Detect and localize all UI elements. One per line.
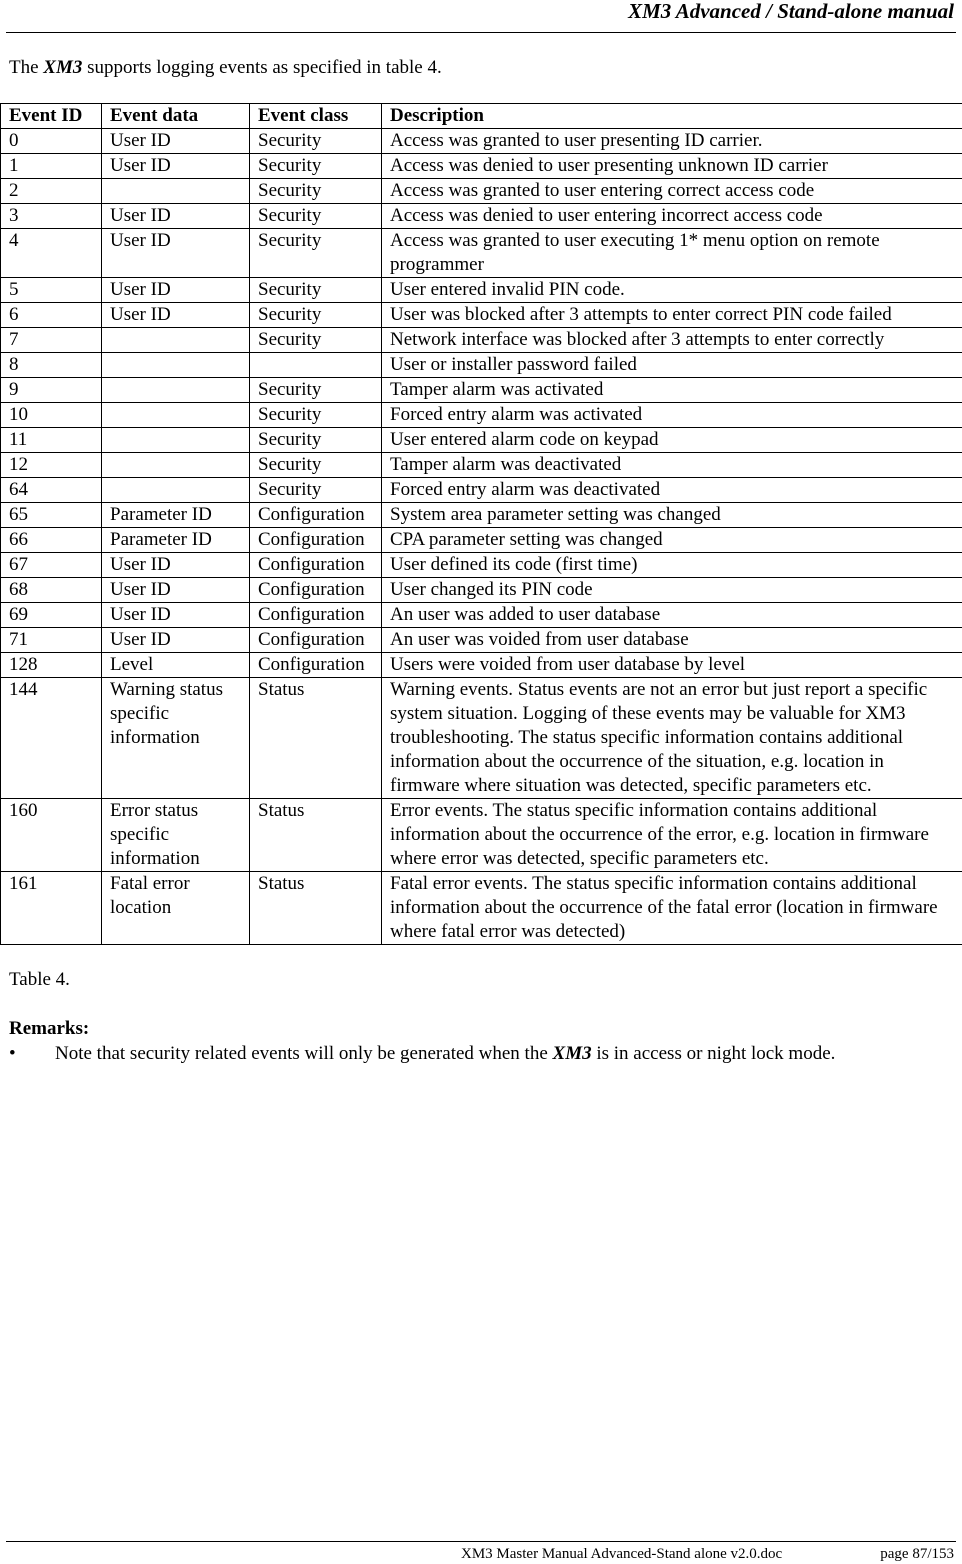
table-row xyxy=(1,872,962,945)
table-row xyxy=(1,278,962,303)
event-class-cell: Security xyxy=(250,179,382,204)
event-id-cell: 66 xyxy=(1,528,102,553)
description-cell: An user was added to user database xyxy=(382,603,962,628)
description-cell: User was blocked after 3 attempts to enter correct PIN code failed xyxy=(382,303,962,328)
event-data-cell: User ID xyxy=(102,628,250,653)
event-class-cell: Security xyxy=(250,278,382,303)
event-class-cell: Configuration xyxy=(250,653,382,678)
event-id-cell: 0 xyxy=(1,129,102,154)
event-class-cell: Security xyxy=(250,428,382,453)
event-class-cell: Configuration xyxy=(250,553,382,578)
bullet-icon: • xyxy=(9,1042,55,1066)
description-cell: Tamper alarm was activated xyxy=(382,378,962,403)
table-row xyxy=(1,378,962,403)
remark-prefix: Note that security related events will only be generated when the xyxy=(55,1043,553,1064)
description-cell: System area parameter setting was changed xyxy=(382,503,962,528)
event-class-cell: Security xyxy=(250,204,382,229)
event-class-cell: Status xyxy=(250,872,382,945)
description-cell: Forced entry alarm was activated xyxy=(382,403,962,428)
intro-suffix: supports logging events as specified in table 4. xyxy=(82,57,441,78)
event-id-cell: 65 xyxy=(1,503,102,528)
event-data-cell: Error status specific information xyxy=(102,799,250,872)
event-id-cell: 67 xyxy=(1,553,102,578)
description-cell: Access was granted to user presenting ID carrier. xyxy=(382,129,962,154)
column-header-event-data: Event data xyxy=(102,104,250,129)
event-class-cell: Security xyxy=(250,478,382,503)
description-cell: An user was voided from user database xyxy=(382,628,962,653)
event-class-cell xyxy=(250,353,382,378)
event-id-cell: 11 xyxy=(1,428,102,453)
event-class-cell: Security xyxy=(250,403,382,428)
intro-paragraph xyxy=(9,56,442,80)
table-row xyxy=(1,129,962,154)
event-data-cell: Fatal error location xyxy=(102,872,250,945)
table-row xyxy=(1,328,962,353)
table-caption: Table 4. xyxy=(9,968,70,992)
event-data-cell xyxy=(102,428,250,453)
event-data-cell: User ID xyxy=(102,154,250,179)
table-header-row xyxy=(1,104,962,129)
event-id-cell: 5 xyxy=(1,278,102,303)
document-title: XM3 Advanced / Stand-alone manual xyxy=(628,0,954,24)
event-id-cell: 144 xyxy=(1,678,102,799)
event-id-cell: 3 xyxy=(1,204,102,229)
event-id-cell: 160 xyxy=(1,799,102,872)
event-data-cell: User ID xyxy=(102,553,250,578)
description-cell: Tamper alarm was deactivated xyxy=(382,453,962,478)
table-row xyxy=(1,678,962,799)
event-class-cell: Configuration xyxy=(250,603,382,628)
intro-prefix: The xyxy=(9,57,43,78)
description-cell: Network interface was blocked after 3 attempts to enter correctly xyxy=(382,328,962,353)
event-id-cell: 1 xyxy=(1,154,102,179)
description-cell: Forced entry alarm was deactivated xyxy=(382,478,962,503)
table-row xyxy=(1,553,962,578)
event-id-cell: 161 xyxy=(1,872,102,945)
table-row xyxy=(1,478,962,503)
event-id-cell: 128 xyxy=(1,653,102,678)
event-class-cell: Security xyxy=(250,303,382,328)
remark-product: XM3 xyxy=(553,1043,592,1064)
event-data-cell xyxy=(102,403,250,428)
event-data-cell xyxy=(102,378,250,403)
event-id-cell: 6 xyxy=(1,303,102,328)
event-id-cell: 7 xyxy=(1,328,102,353)
table-row xyxy=(1,229,962,278)
event-class-cell: Configuration xyxy=(250,528,382,553)
event-class-cell: Status xyxy=(250,678,382,799)
event-class-cell: Security xyxy=(250,154,382,179)
event-data-cell: User ID xyxy=(102,278,250,303)
event-data-cell: User ID xyxy=(102,129,250,154)
event-class-cell: Status xyxy=(250,799,382,872)
event-id-cell: 71 xyxy=(1,628,102,653)
table-row xyxy=(1,453,962,478)
footer-document-name: XM3 Master Manual Advanced-Stand alone v2.0.doc xyxy=(461,1546,782,1563)
event-data-cell: Warning status specific information xyxy=(102,678,250,799)
event-data-cell xyxy=(102,179,250,204)
table-row xyxy=(1,799,962,872)
description-cell: User defined its code (first time) xyxy=(382,553,962,578)
footer-page-number: page 87/153 xyxy=(880,1546,954,1563)
description-cell: Warning events. Status events are not an error but just report a specific system situation. Logging of these events may be valuable for XM3 troubleshooting. The status specific information contains additional information about the occurrence of the situation, e.g. location in firmware where situation was detected, specific parameters etc. xyxy=(382,678,962,799)
table-row xyxy=(1,204,962,229)
event-class-cell: Security xyxy=(250,453,382,478)
remarks-heading: Remarks: xyxy=(9,1017,89,1041)
remark-suffix: is in access or night lock mode. xyxy=(592,1043,836,1064)
event-data-cell: User ID xyxy=(102,603,250,628)
event-data-cell xyxy=(102,453,250,478)
event-data-cell: User ID xyxy=(102,204,250,229)
table-row xyxy=(1,428,962,453)
description-cell: Access was denied to user entering incorrect access code xyxy=(382,204,962,229)
event-id-cell: 8 xyxy=(1,353,102,378)
description-cell: Access was granted to user entering correct access code xyxy=(382,179,962,204)
description-cell: User or installer password failed xyxy=(382,353,962,378)
event-data-cell: Parameter ID xyxy=(102,503,250,528)
event-id-cell: 10 xyxy=(1,403,102,428)
event-class-cell: Security xyxy=(250,129,382,154)
table-row xyxy=(1,303,962,328)
table-row xyxy=(1,603,962,628)
event-data-cell xyxy=(102,353,250,378)
event-class-cell: Security xyxy=(250,229,382,278)
description-cell: Access was denied to user presenting unknown ID carrier xyxy=(382,154,962,179)
description-cell: Fatal error events. The status specific information contains additional information about the occurrence of the fatal error (location in firmware where fatal error was detected) xyxy=(382,872,962,945)
description-cell: CPA parameter setting was changed xyxy=(382,528,962,553)
description-cell: User changed its PIN code xyxy=(382,578,962,603)
event-id-cell: 9 xyxy=(1,378,102,403)
event-class-cell: Security xyxy=(250,378,382,403)
column-header-description: Description xyxy=(382,104,962,129)
description-cell: Error events. The status specific information contains additional information about the occurrence of the error, e.g. location in firmware where error was detected, specific parameters etc. xyxy=(382,799,962,872)
event-id-cell: 68 xyxy=(1,578,102,603)
events-table-body xyxy=(1,129,962,945)
event-data-cell: Parameter ID xyxy=(102,528,250,553)
table-row xyxy=(1,403,962,428)
events-table xyxy=(0,103,962,945)
event-data-cell: Level xyxy=(102,653,250,678)
column-header-event-class: Event class xyxy=(250,104,382,129)
table-row xyxy=(1,653,962,678)
event-id-cell: 69 xyxy=(1,603,102,628)
table-row xyxy=(1,154,962,179)
page-header xyxy=(6,0,956,33)
event-id-cell: 64 xyxy=(1,478,102,503)
description-cell: Users were voided from user database by level xyxy=(382,653,962,678)
event-data-cell xyxy=(102,478,250,503)
table-row xyxy=(1,578,962,603)
table-row xyxy=(1,528,962,553)
event-data-cell: User ID xyxy=(102,303,250,328)
event-data-cell: User ID xyxy=(102,578,250,603)
page-footer xyxy=(6,1541,956,1564)
event-data-cell xyxy=(102,328,250,353)
event-id-cell: 2 xyxy=(1,179,102,204)
description-cell: User entered alarm code on keypad xyxy=(382,428,962,453)
event-class-cell: Configuration xyxy=(250,503,382,528)
table-row xyxy=(1,628,962,653)
event-id-cell: 4 xyxy=(1,229,102,278)
event-class-cell: Security xyxy=(250,328,382,353)
table-row xyxy=(1,353,962,378)
event-class-cell: Configuration xyxy=(250,628,382,653)
table-row xyxy=(1,179,962,204)
description-cell: User entered invalid PIN code. xyxy=(382,278,962,303)
remark-item xyxy=(9,1042,835,1066)
table-row xyxy=(1,503,962,528)
column-header-event-id: Event ID xyxy=(1,104,102,129)
description-cell: Access was granted to user executing 1* menu option on remote programmer xyxy=(382,229,962,278)
intro-product: XM3 xyxy=(43,57,82,78)
event-id-cell: 12 xyxy=(1,453,102,478)
event-class-cell: Configuration xyxy=(250,578,382,603)
event-data-cell: User ID xyxy=(102,229,250,278)
